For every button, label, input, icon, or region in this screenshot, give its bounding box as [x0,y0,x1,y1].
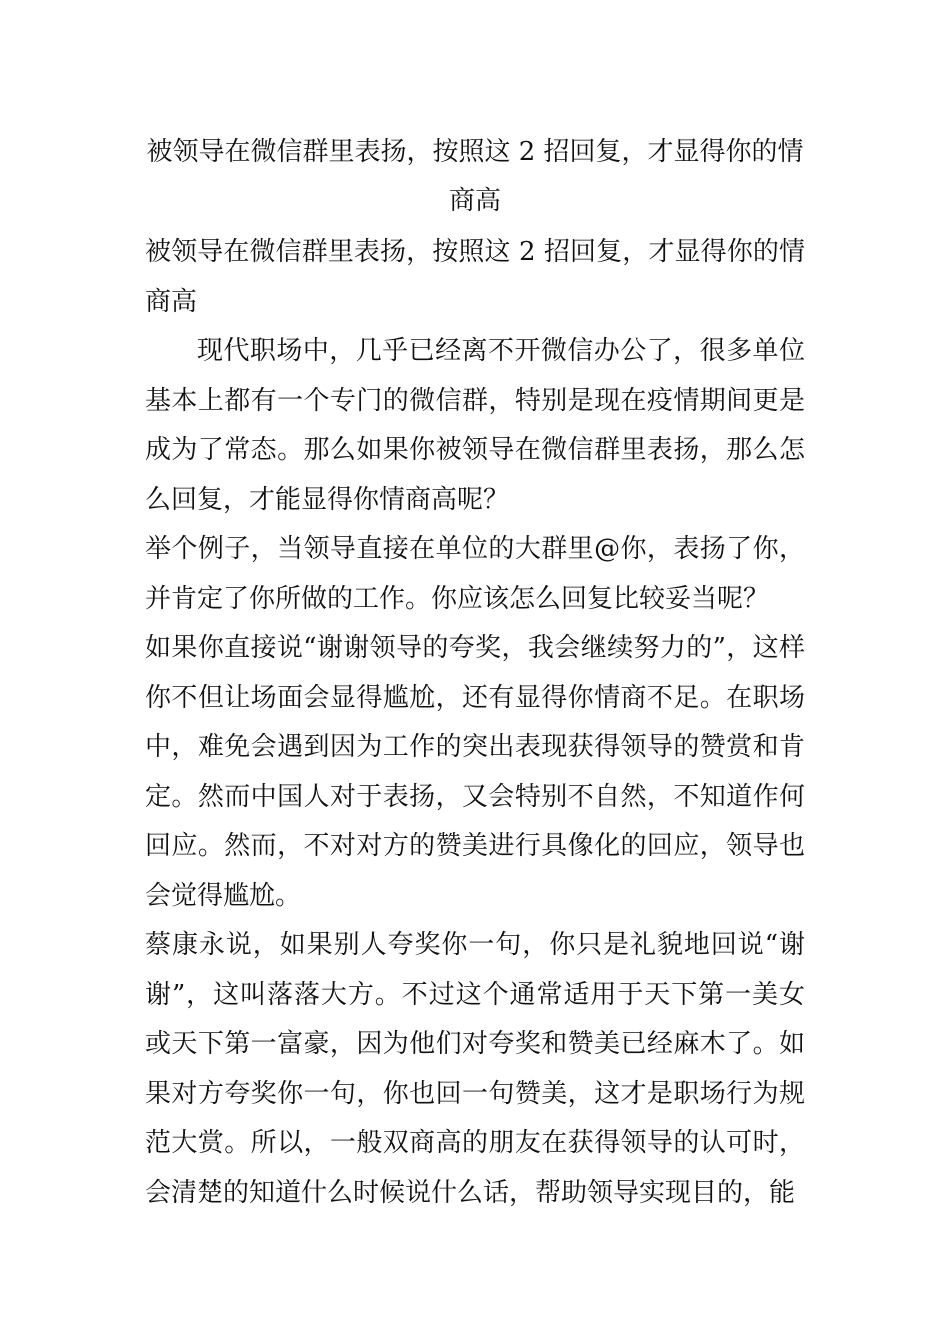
example-paragraph: 举个例子，当领导直接在单位的大群里@你，表扬了你，并肯定了你所做的工作。你应该怎么回复比较妥当呢？ [145,534,805,614]
intro-paragraph: 现代职场中，几乎已经离不开微信办公了，很多单位基本上都有一个专门的微信群，特别是现在疫情期间更是成为了常态。那么如果你被领导在微信群里表扬，那么怎么回复，才能显得你情商高呢？ [145,336,805,515]
repeated-title-paragraph: 被领导在微信群里表扬，按照这 2 招回复，才显得你的情商高 [145,237,805,317]
document-title: 被领导在微信群里表扬，按照这 2 招回复，才显得你的情商高 [146,137,804,216]
document-body [145,228,805,1218]
awkward-reply-paragraph: 如果你直接说“谢谢领导的夸奖，我会继续努力的”，这样你不但让场面会显得尴尬，还有显得你情商不足。在职场中，难免会遇到因为工作的突出表现获得领导的赞赏和肯定。然而中国人对于表扬，又会特别不自然，不知道作何回应。然而，不对对方的赞美进行具像化的回应，领导也会觉得尴尬。 [145,633,805,911]
cai-kangyong-paragraph: 蔡康永说，如果别人夸奖你一句，你只是礼貌地回说“谢谢”，这叫落落大方。不过这个通常适用于天下第一美女或天下第一富豪，因为他们对夸奖和赞美已经麻木了。如果对方夸奖你一句，你也回一句赞美，这才是职场行为规范大赏。所以，一般双商高的朋友在获得领导的认可时，会清楚的知道什么时候说什么话，帮助领导实现目的，能 [145,930,805,1208]
